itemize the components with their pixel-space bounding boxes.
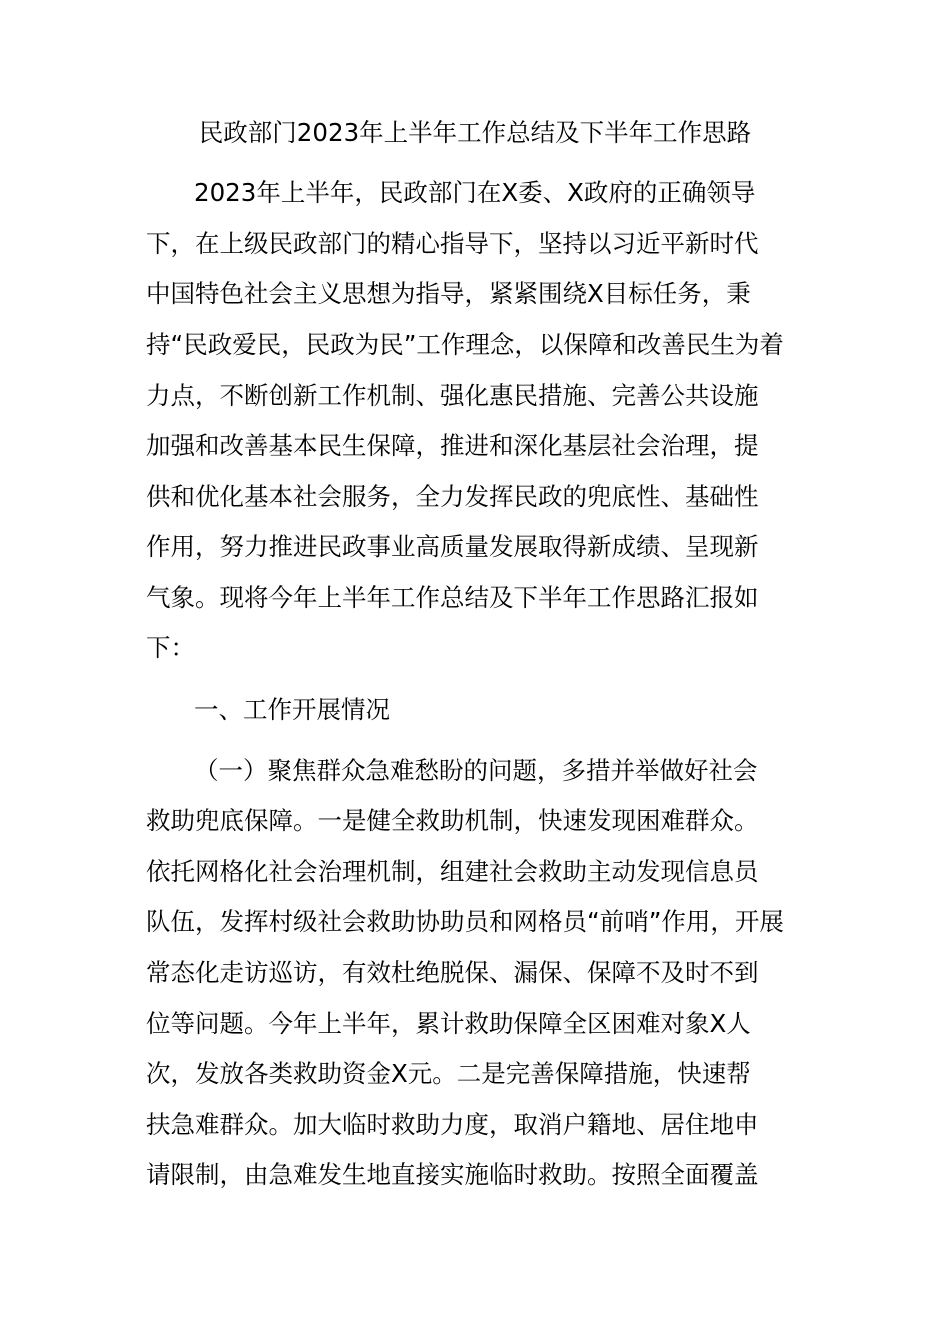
paragraph-line: 扶急难群众。加大临时救助力度，取消户籍地、居住地申 <box>146 1110 759 1139</box>
paragraph-line: 作用，努力推进民政事业高质量发展取得新成绩、呈现新 <box>146 532 759 561</box>
section-heading: 一、工作开展情况 <box>194 695 390 724</box>
paragraph-line: 气象。现将今年上半年工作总结及下半年工作思路汇报如 <box>146 583 759 612</box>
paragraph-line: 2023年上半年，民政部门在X委、X政府的正确领导 <box>194 178 756 207</box>
paragraph-line: 常态化走访巡访，有效杜绝脱保、漏保、保障不及时不到 <box>146 958 759 987</box>
paragraph-line: 持“民政爱民，民政为民”工作理念，以保障和改善民生为着 <box>146 330 784 359</box>
document-title: 民政部门2023年上半年工作总结及下半年工作思路 <box>198 118 752 147</box>
paragraph-line: 依托网格化社会治理机制，组建社会救助主动发现信息员 <box>146 857 759 886</box>
paragraph-line: 救助兜底保障。一是健全救助机制，快速发现困难群众。 <box>146 806 759 835</box>
paragraph-line: 位等问题。今年上半年，累计救助保障全区困难对象X人 <box>146 1009 751 1038</box>
paragraph-line: （一）聚焦群众急难愁盼的问题，多措并举做好社会 <box>194 756 758 785</box>
paragraph-line: 中国特色社会主义思想为指导，紧紧围绕X目标任务，秉 <box>146 279 751 308</box>
paragraph-line: 队伍，发挥村级社会救助协助员和网格员“前哨”作用，开展 <box>146 907 784 936</box>
paragraph-line: 下： <box>146 633 195 662</box>
paragraph-line: 力点，不断创新工作机制、强化惠民措施、完善公共设施 <box>146 381 759 410</box>
paragraph-line: 供和优化基本社会服务，全力发挥民政的兜底性、基础性 <box>146 482 759 511</box>
paragraph-line: 下，在上级民政部门的精心指导下，坚持以习近平新时代 <box>146 229 759 258</box>
paragraph-line: 请限制，由急难发生地直接实施临时救助。按照全面覆盖 <box>146 1160 759 1189</box>
paragraph-line: 次，发放各类救助资金X元。二是完善保障措施，快速帮 <box>146 1059 751 1088</box>
paragraph-line: 加强和改善基本民生保障，推进和深化基层社会治理，提 <box>146 431 759 460</box>
